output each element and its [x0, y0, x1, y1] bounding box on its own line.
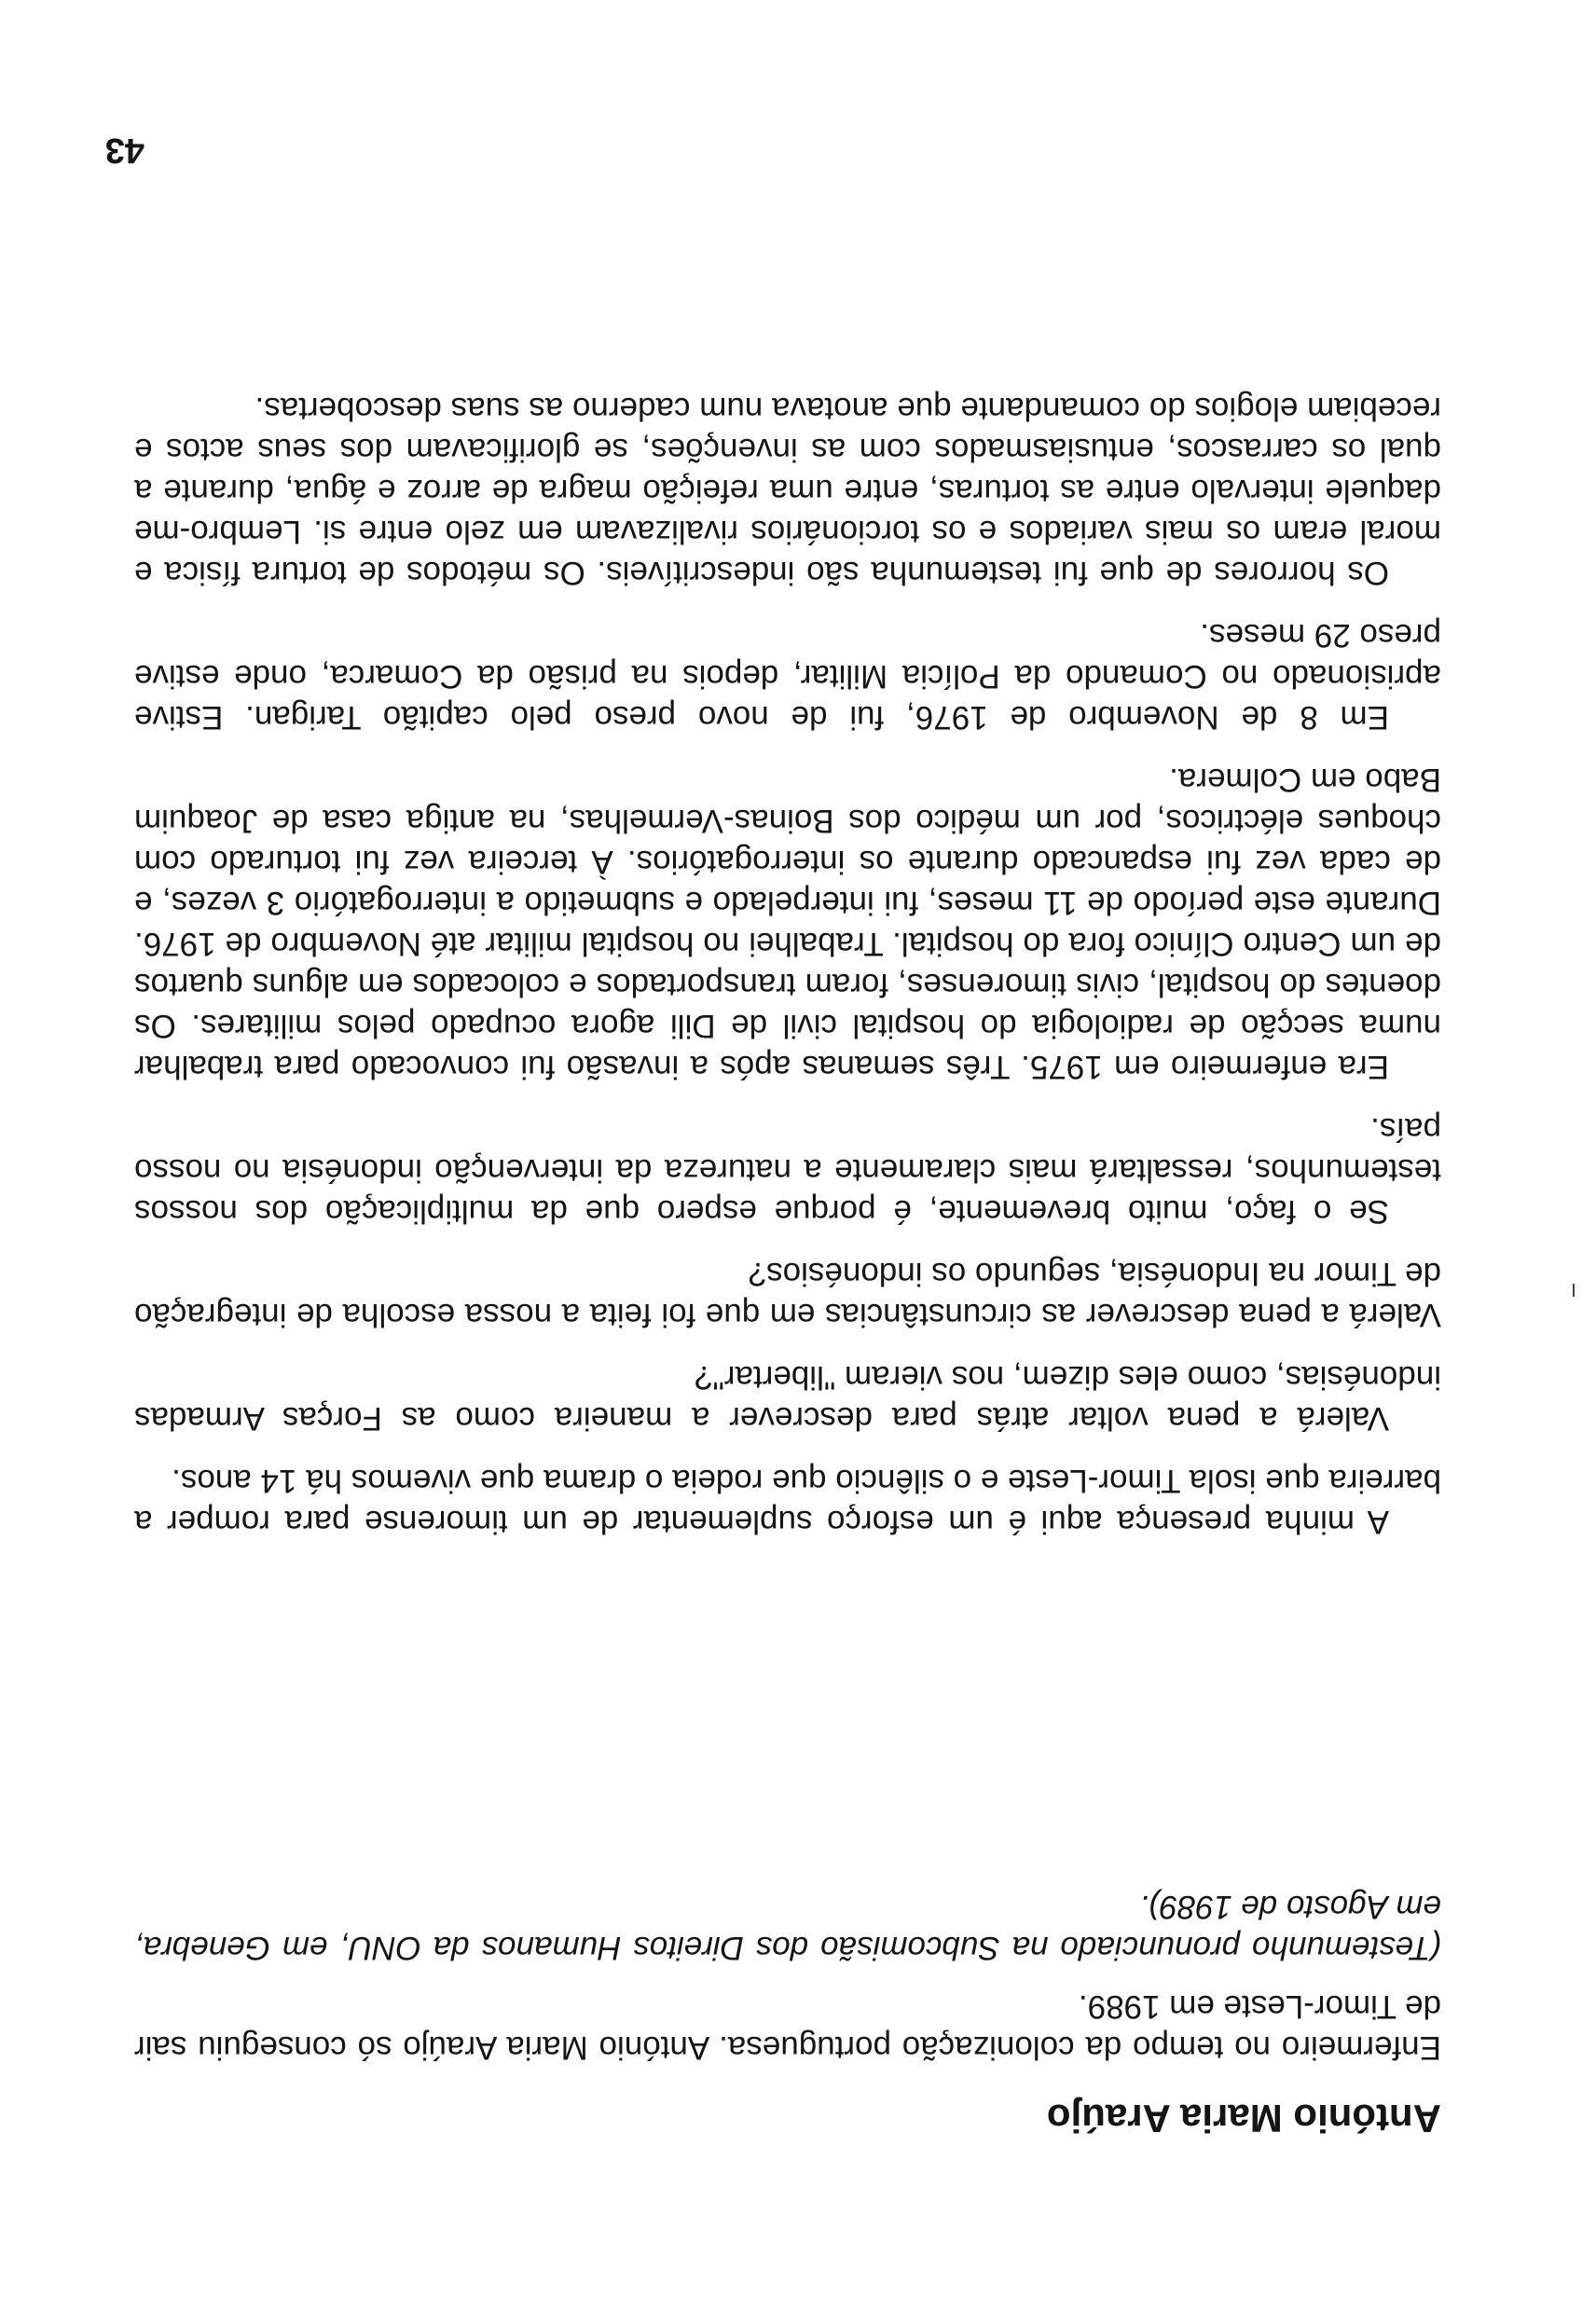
paragraph: Se o faço, muito brevemente, é porque espero que da multiplicação dos nossos testemunhos, ressaltará mais claramente a natureza da intervenção indonésia no nosso país.	[134, 1111, 1441, 1230]
page-title: António Maria Araújo	[1046, 2097, 1441, 2140]
testimony-body	[134, 366, 1441, 1542]
paragraph: Era enfermeiro em 1975. Três semanas após a invasão fui convocado para trabalhar numa secção de radiologia do hospital civil de Dili agora ocupado pelos militares. Os doentes do hospital, civis timorenses, foram transportados e colocados em alguns quartos de um Centro Clínico fora do hospital. Trabalhei no hospital militar até Novembro de 1976. Durante este período de 11 meses, fui interpelado e submetido a interrogatório 3 vezes, e de cada vez fui espancado durante os interrogatórios. À terceira vez fui torturado com choques eléctricos, por um médico dos Boinas-Vermelhas, na antiga casa de Joaquim Babo em Colmera.	[134, 762, 1441, 1085]
paragraph: A minha presença aqui é um esforço suplementar de um timorense para romper a barreira que isola Timor-Leste e o silêncio que rodeia o drama que vivemos há 14 anos.	[134, 1463, 1441, 1540]
paragraph: Em 8 de Novembro de 1976, fui de novo preso pelo capitão Tarigan. Estive aprisionado no Comando da Polícia Militar, depois na prisão da Comarca, onde estive preso 29 meses.	[134, 617, 1441, 736]
paragraph: Valerá a pena voltar atrás para descrever a maneira como as Forças Armadas indonésias, como eles dizem, nos vieram "libertar"?	[134, 1359, 1441, 1437]
source-note-block	[134, 1864, 1441, 1968]
paragraph: Os horrores de que fui testemunha são indescritíveis. Os métodos de tortura física e moral eram os mais variados e os torcionários rivalizavam em zelo entre si. Lembro-me daquele intervalo entre as torturas, entre uma refeição magra de arroz e água, durante a qual os carrascos, entusiasmados com as invenções, se glorificavam dos seus actos e recebiam elogios do comandante que anotava num caderno as suas descobertas.	[134, 391, 1441, 591]
scan-speck	[1573, 1284, 1575, 1297]
intro-text: Enfermeiro no tempo da colonização portuguesa. António Maria Araújo só conseguiu sair de Timor-Leste em 1989.	[134, 1988, 1441, 2066]
page-number: 43	[104, 131, 144, 170]
source-note: (Testemunho pronunciado na Subcomisão dos Direitos Humanos da ONU, em Genebra, em Agosto de 1989).	[134, 1889, 1441, 1966]
paragraph: Valerá a pena descrever as circunstâncias em que foi feita a nossa escolha de integração de Timor na Indonésia, segundo os indonésios?	[134, 1256, 1441, 1333]
author-intro	[134, 1964, 1441, 2068]
